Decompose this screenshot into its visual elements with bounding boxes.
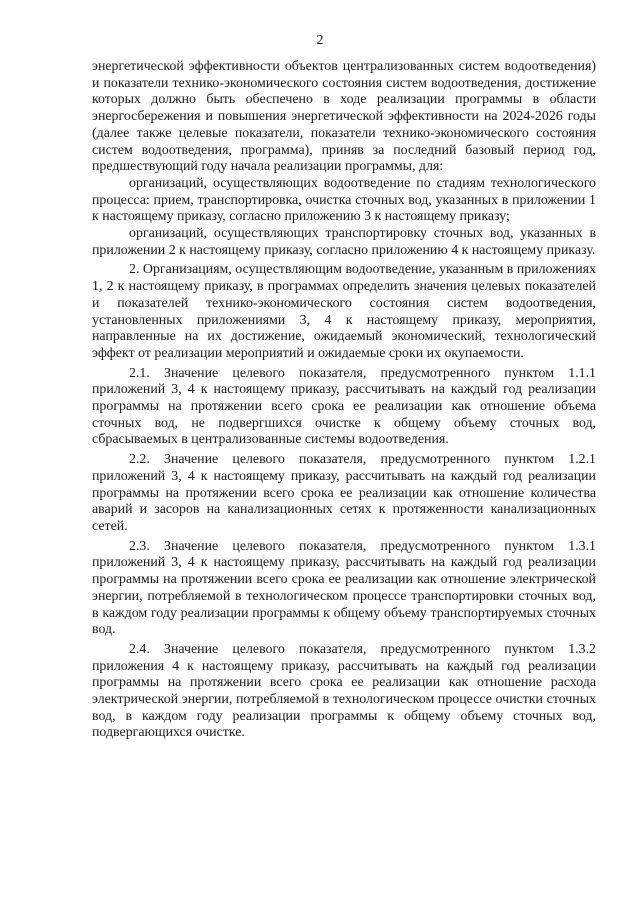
page-number: 2 — [316, 33, 324, 48]
paragraph-clause-2: 2. Организациям, осуществляющим водоотведение, указанным в приложениях 1, 2 к настоящему приказу, в программах определить значения целевых показателей и показателей технико-экономического состояния систем водоотведения, установленных приложениями 3, 4 к настоящему приказу, мероприятия, направленные на их достижение, ожидаемый экономический, технологический эффект от реализации мероприятий и ожидаемые сроки их окупаемости. — [92, 262, 596, 361]
document-body — [92, 59, 596, 742]
paragraph-list-item-1: организаций, осуществляющих водоотведение по стадиям технологического процесса: прием, транспортировка, очистка сточных вод, указанных в приложении 1 к настоящему приказу, согласно приложению 3 к настоящему приказу; — [92, 175, 596, 225]
paragraph-clause-2-2: 2.2. Значение целевого показателя, предусмотренного пунктом 1.2.1 приложений 3, 4 к настоящему приказу, рассчитывать на каждый год реализации программы на протяжении всего срока ее реализации как отношение количества аварий и засоров на канализационных сетях к протяженности канализационных сетей. — [92, 452, 596, 534]
paragraph-intro-continuation: энергетической эффективности объектов централизованных систем водоотведения) и показатели технико-экономического состояния систем водоотведения, достижение которых должно быть обеспечено в ходе реализации программы в области энергосбережения и повышения энергетической эффективности на 2024-2026 годы (далее также целевые показатели, показатели технико-экономического состояния систем водоотведения, программа), приняв за последний базовый период год, предшествующий году начала реализации программы, для: — [92, 59, 596, 175]
paragraph-list-item-2: организаций, осуществляющих транспортировку сточных вод, указанных в приложении 2 к настоящему приказу, согласно приложению 4 к настоящему приказу. — [92, 226, 596, 258]
paragraph-clause-2-1: 2.1. Значение целевого показателя, предусмотренного пунктом 1.1.1 приложений 3, 4 к настоящему приказу, рассчитывать на каждый год реализации программы на протяжении всего срока ее реализации как отношение объема сточных вод, не подвергшихся очистке к общему объему сточных вод, сбрасываемых в централизованные системы водоотведения. — [92, 365, 596, 448]
paragraph-clause-2-3: 2.3. Значение целевого показателя, предусмотренного пунктом 1.3.1 приложений 3, 4 к настоящему приказу, рассчитывать на каждый год реализации программы на протяжении всего срока ее реализации как отношение электрической энергии, потребляемой в технологическом процессе транспортировки сточных вод, в каждом году реализации программы к общему объему транспортируемых сточных вод. — [92, 538, 596, 638]
paragraph-clause-2-4: 2.4. Значение целевого показателя, предусмотренного пунктом 1.3.2 приложения 4 к настоящему приказу, рассчитывать на каждый год реализации программы на протяжении всего срока ее реализации как отношение расхода электрической энергии, потребляемой в технологическом процессе очистки сточных вод, в каждом году реализации программы к общему объему сточных вод, подвергающихся очистке. — [92, 641, 596, 741]
